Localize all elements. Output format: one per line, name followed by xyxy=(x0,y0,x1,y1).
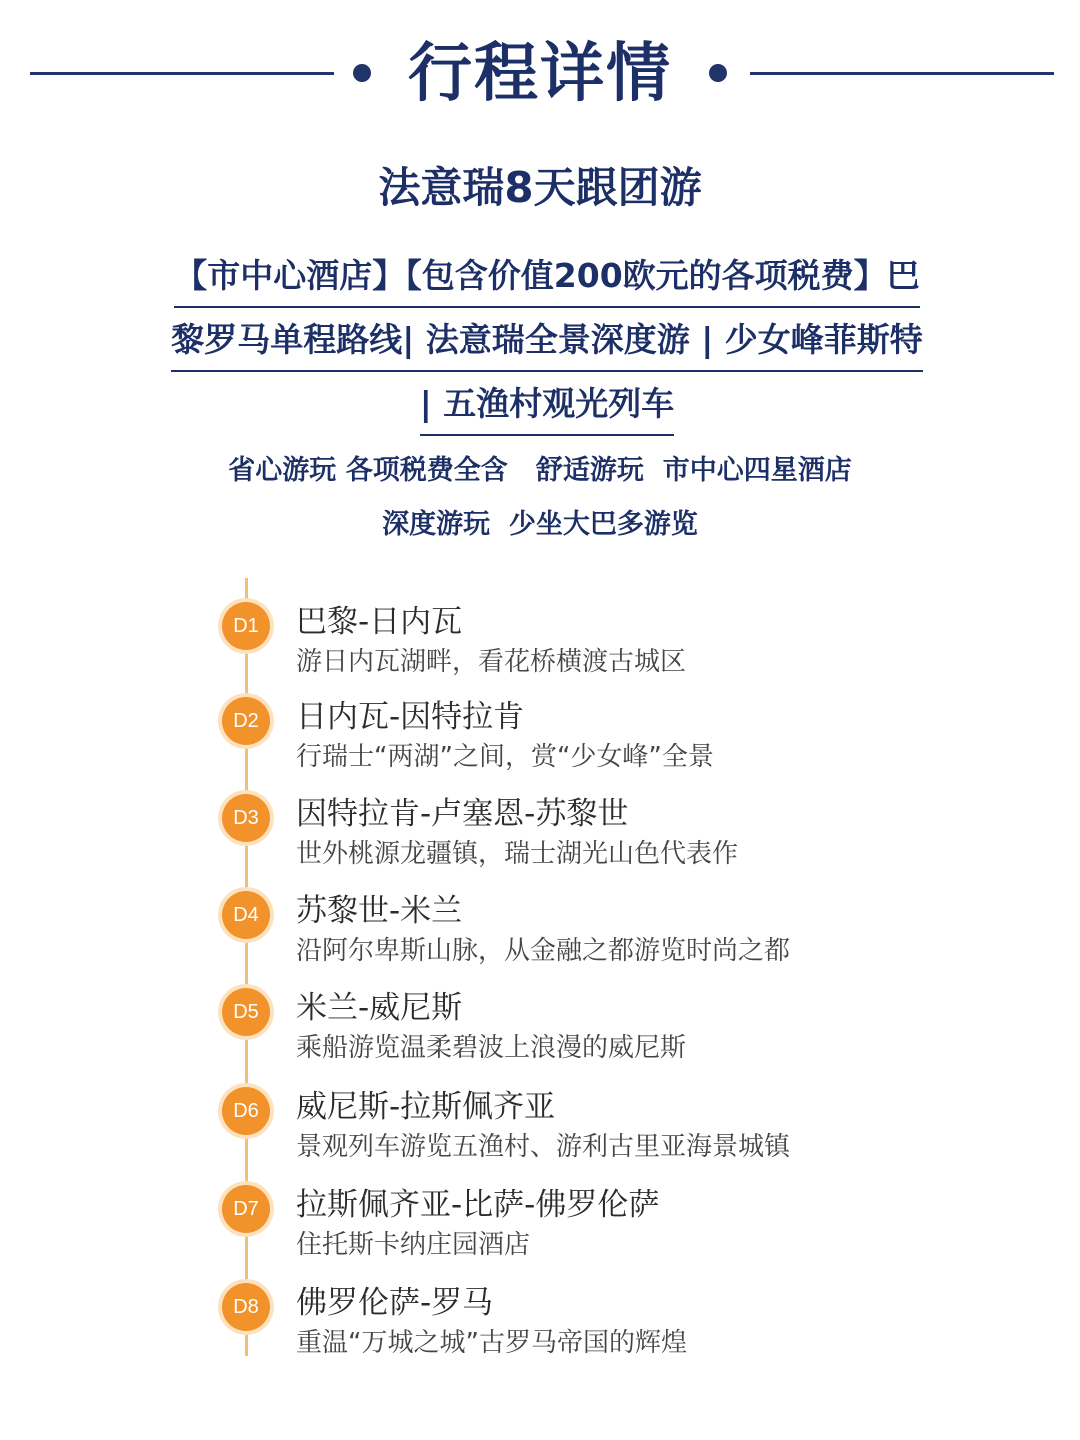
header-dot-left xyxy=(353,64,371,82)
itinerary-day-3 xyxy=(222,792,982,882)
day-route: 威尼斯-拉斯佩齐亚 xyxy=(296,1089,556,1125)
package-description-line: 黎罗马单程路线| 法意瑞全景深度游 | 少女峰菲斯特 xyxy=(171,310,923,372)
highlights-row: 省心游玩 各项税费全含 舒适游玩 市中心四星酒店 xyxy=(228,455,852,486)
itinerary-day-2 xyxy=(222,695,982,785)
header-divider-right xyxy=(750,72,1054,75)
day-detail: 沿阿尔卑斯山脉，从金融之都游览时尚之都 xyxy=(296,936,791,966)
day-route: 巴黎-日内瓦 xyxy=(296,604,463,640)
day-detail: 游日内瓦湖畔，看花桥横渡古城区 xyxy=(296,647,687,677)
day-route: 佛罗伦萨-罗马 xyxy=(296,1285,494,1321)
page-title: 行程详情 xyxy=(408,37,672,111)
itinerary-day-1 xyxy=(222,600,982,690)
day-detail: 重温“万城之城”古罗马帝国的辉煌 xyxy=(296,1328,687,1358)
itinerary-day-6 xyxy=(222,1085,982,1175)
package-description xyxy=(118,244,976,436)
day-badge: D4 xyxy=(222,891,270,939)
itinerary-day-8 xyxy=(222,1281,982,1371)
day-badge: D5 xyxy=(222,988,270,1036)
day-detail: 行瑞士“两湖”之间，赏“少女峰”全景 xyxy=(296,742,714,772)
day-detail: 乘船游览温柔碧波上浪漫的威尼斯 xyxy=(296,1033,687,1063)
day-route: 拉斯佩齐亚-比萨-佛罗伦萨 xyxy=(296,1187,660,1223)
header-dot-right xyxy=(709,64,727,82)
day-badge: D6 xyxy=(222,1087,270,1135)
day-badge: D8 xyxy=(222,1283,270,1331)
highlights xyxy=(0,444,1080,552)
itinerary-day-4 xyxy=(222,889,982,979)
header-divider-left xyxy=(30,72,334,75)
itinerary-day-5 xyxy=(222,986,982,1076)
day-badge: D3 xyxy=(222,794,270,842)
day-detail: 住托斯卡纳庄园酒店 xyxy=(296,1230,531,1260)
day-route: 米兰-威尼斯 xyxy=(296,990,463,1026)
day-route: 日内瓦-因特拉肯 xyxy=(296,699,525,735)
day-badge: D1 xyxy=(222,602,270,650)
highlights-row: 深度游玩 少坐大巴多游览 xyxy=(382,509,698,540)
day-detail: 景观列车游览五渔村、游利古里亚海景城镇 xyxy=(296,1132,791,1162)
package-description-line: | 五渔村观光列车 xyxy=(420,374,675,436)
day-badge: D7 xyxy=(222,1185,270,1233)
day-badge: D2 xyxy=(222,697,270,745)
package-description-line: 【市中心酒店】【包含价值200欧元的各项税费】巴 xyxy=(174,246,919,308)
day-route: 苏黎世-米兰 xyxy=(296,893,463,929)
package-title: 法意瑞8天跟团游 xyxy=(378,163,702,212)
day-route: 因特拉肯-卢塞恩-苏黎世 xyxy=(296,796,629,832)
itinerary-day-7 xyxy=(222,1183,982,1273)
day-detail: 世外桃源龙疆镇，瑞士湖光山色代表作 xyxy=(296,839,739,869)
